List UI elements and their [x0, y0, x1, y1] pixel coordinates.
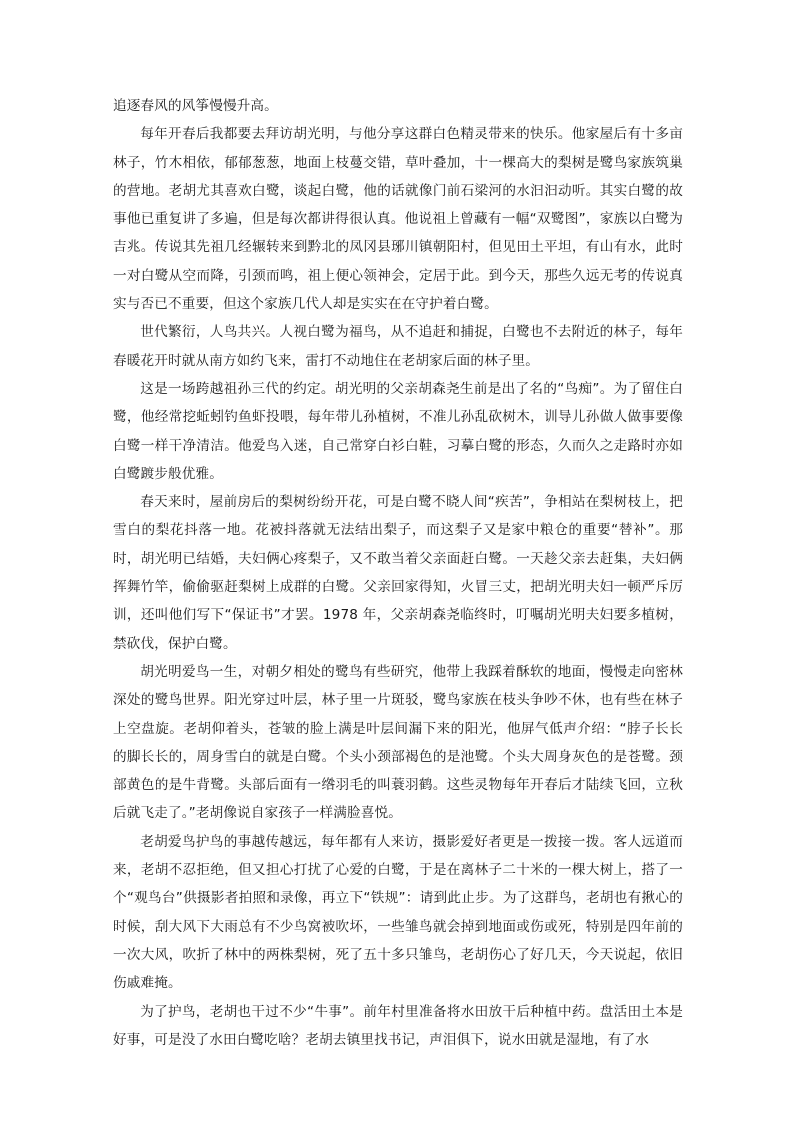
paragraph-2: 每年开春后我都要去拜访胡光明，与他分享这群白色精灵带来的快乐。他家屋后有十多亩林子，竹木相依，郁郁葱葱，地面上枝蔓交错，草叶叠加，十一棵高大的梨树是鹭鸟家族筑巢的营地。老胡尤其喜欢白鹭，谈起白鹭，他的话就像门前石梁河的水汩汩动听。其实白鹭的故事他已重复讲了多遍，但是每次都讲得很认真。他说祖上曾藏有一幅“双鹭图”，家族以白鹭为吉兆。传说其先祖几经辗转来到黔北的凤冈县琊川镇朝阳村，但见田土平坦，有山有水，此时一对白鹭从空而降，引颈而鸣，祖上便心领神会，定居于此。到今天，那些久远无考的传说真实与否已不重要，但这个家族几代人却是实实在在守护着白鹭。 — [113, 126, 683, 313]
paragraph-5: 春天来时，屋前房后的梨树纷纷开花，可是白鹭不晓人间“疾苦”，争相站在梨树枝上，把雪白的梨花抖落一地。花被抖落就无法结出梨子，而这梨子又是家中粮仓的重要“替补”。那时，胡光明已结婚，夫妇俩心疼梨子，又不敢当着父亲面赶白鹭。一天趁父亲去赶集，夫妇俩挥舞竹竿，偷偷驱赶梨树上成群的白鹭。父亲回家得知，火冒三丈，把胡光明夫妇一顿严斥厉训，还叫他们写下“保证书”才罢。1978 年，父亲胡森尧临终时，叮嘱胡光明夫妇要多植树，禁砍伐，保护白鹭。 — [113, 494, 683, 652]
document-page — [113, 92, 683, 1054]
paragraph-3: 世代繁衍，人鸟共兴。人视白鹭为福鸟，从不追赶和捕捉，白鹭也不去附近的林子，每年春暖花开时就从南方如约飞来，雷打不动地住在老胡家后面的林子里。 — [113, 324, 683, 369]
paragraph-6: 胡光明爱鸟一生，对朝夕相处的鹭鸟有些研究，他带上我踩着酥软的地面，慢慢走向密林深处的鹭鸟世界。阳光穿过叶层，林子里一片斑驳，鹭鸟家族在枝头争吵不休，也有些在林子上空盘旋。老胡仰着头，苍皱的脸上满是叶层间漏下来的阳光，他屏气低声介绍：“脖子长长的脚长长的，周身雪白的就是白鹭。个头小颈部褐色的是池鹭。个头大周身灰色的是苍鹭。颈部黄色的是牛背鹭。头部后面有一绺羽毛的叫蓑羽鹤。这些灵物每年开春后才陆续飞回，立秋后就飞走了。”老胡像说自家孩子一样满脸喜悦。 — [113, 663, 683, 822]
paragraph-1: 追逐春风的风筝慢慢升高。 — [113, 98, 278, 114]
paragraph-7: 老胡爱鸟护鸟的事越传越远，每年都有人来访，摄影爱好者更是一拨接一拨。客人远道而来，老胡不忍拒绝，但又担心打扰了心爱的白鹭，于是在离林子二十米的一棵大树上，搭了一个“观鸟台”供摄影者拍照和录像，再立下“铁规”：请到此止步。为了这群鸟，老胡也有揪心的时候，刮大风下大雨总有不少鸟窝被吹坏，一些雏鸟就会掉到地面或伤或死，特别是四年前的一次大风，吹折了林中的两株梨树，死了五十多只雏鸟，老胡伤心了好几天，今天说起，依旧伤戚难掩。 — [113, 833, 683, 992]
paragraph-8: 为了护鸟，老胡也干过不少“牛事”。前年村里准备将水田放干后种植中药。盘活田土本是好事，可是没了水田白鹭吃啥？老胡去镇里找书记，声泪俱下，说水田就是湿地，有了水 — [113, 1003, 683, 1048]
paragraph-4: 这是一场跨越祖孙三代的约定。胡光明的父亲胡森尧生前是出了名的“鸟痴”。为了留住白鹭，他经常挖蚯蚓钓鱼虾投喂，每年带儿孙植树，不准儿孙乱砍树木，训导儿孙做人做事要像白鹭一样干净清洁。他爱鸟入迷，自己常穿白衫白鞋，习摹白鹭的形态，久而久之走路时亦如白鹭踱步般优雅。 — [113, 380, 683, 482]
